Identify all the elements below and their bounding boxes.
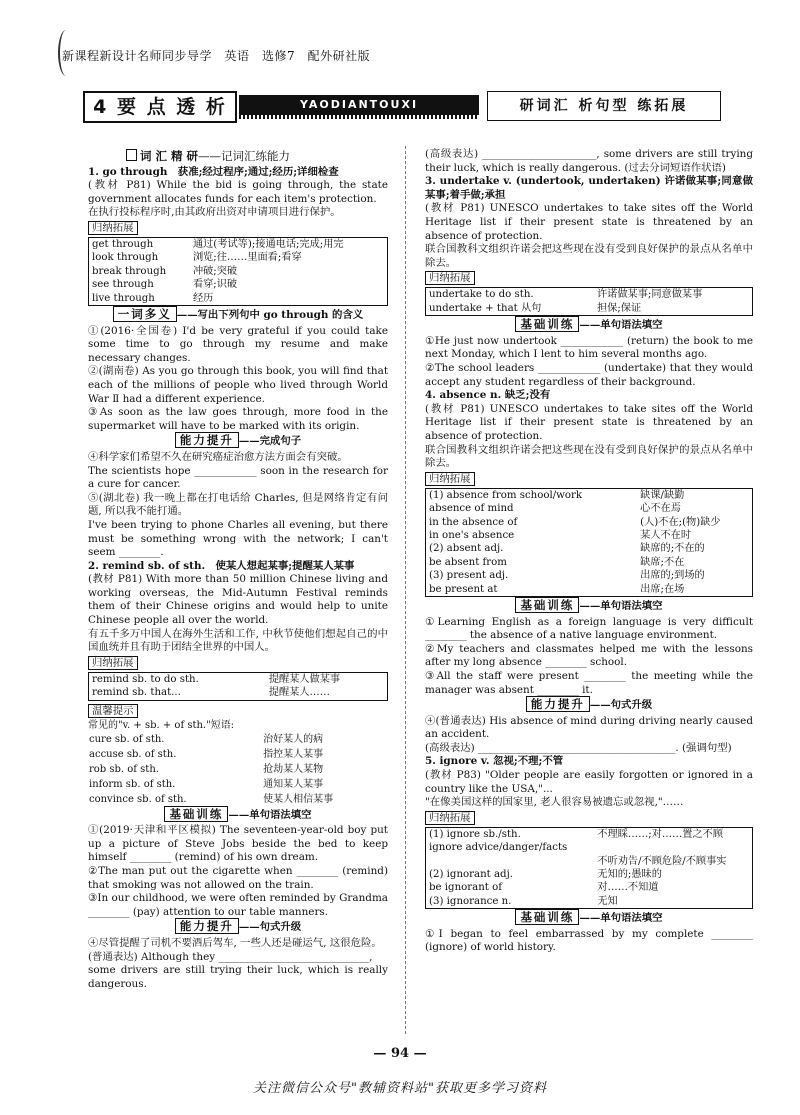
table-cell: cure sb. of sth.: [89, 733, 165, 745]
exercise-item: I've been trying to phone Charles all evening, but there must be something wrong with the network; I can't seem ________.: [88, 518, 388, 559]
subsection-sub: ——单句语法填空: [579, 319, 663, 332]
subsection-title: 基础训练: [164, 806, 228, 822]
table-cell: 提醒某人做某事: [268, 673, 341, 685]
entry-3-table: [425, 287, 753, 316]
subsection-title: 基础训练: [515, 316, 579, 332]
table-cell: 治好某人的病: [263, 733, 324, 745]
table-cell: (1) absence from school/work: [429, 489, 583, 501]
entry-4-table: [425, 488, 753, 597]
tip-tag: 温馨提示: [88, 704, 138, 718]
right-column: [425, 148, 753, 955]
banner-pinyin: YAODIANTOUXI: [239, 95, 479, 115]
table-cell: remind sb. that...: [92, 687, 181, 699]
entry-3-head: 3. undertake v. (undertook, undertaken) 许诺做某事;同意做某事;着手做;承担: [425, 175, 753, 201]
left-column: [88, 148, 388, 991]
exercise-item: (普通表达) Although they _____________________________,: [88, 950, 373, 963]
tip-table: [88, 732, 388, 807]
subsection-title: 基础训练: [515, 597, 579, 613]
table-row: [426, 488, 753, 502]
table-cell: [594, 841, 752, 854]
subsection-sub: ——写出下列句中 go through 的含义: [176, 309, 364, 321]
subsection-heading: [425, 698, 753, 713]
table-cell: inform sb. of sth.: [89, 778, 176, 790]
summary-tag: 归纳拓展: [425, 271, 475, 285]
table-row: [426, 569, 753, 582]
section-title-text: 词 汇 精 研: [140, 149, 199, 163]
section-subtitle: ——记词汇练能力: [198, 149, 291, 163]
exercise-item: ③All the staff were present ________ the meeting while the manager was absent ________ it.: [425, 669, 753, 696]
table-row: [426, 868, 753, 881]
summary-tag: 归纳拓展: [425, 472, 475, 486]
table-cell: [426, 855, 595, 868]
entry-2-head: 2. remind sb. of sth. 使某人想起某事;提醒某人某事: [88, 559, 355, 572]
table-cell: (2) absent adj.: [429, 543, 504, 555]
entry-2-example: (教材 P81) With more than 50 million Chinese living and working overseas, the Mid-Autumn Festival reminds them of their Chinese origins and would help to unite Chinese people all over the world.: [88, 573, 388, 627]
table-cell: 出席的;到场的: [640, 570, 705, 582]
table-cell: undertake + that 从句: [429, 302, 542, 314]
table-row: [426, 502, 753, 515]
table-row: [89, 672, 388, 686]
table-cell: (3) ignorance n.: [429, 895, 512, 907]
table-cell: look through: [92, 252, 159, 264]
vocab-section-title: [88, 149, 388, 164]
subsection-title: 能力提升: [175, 918, 239, 934]
exercise-item: ②The school leaders ____________ (undertake) that they would accept any student regardless of their background.: [425, 361, 753, 388]
table-row: [88, 732, 388, 747]
table-cell: 不听劝告/不顾危险/不顾事实: [597, 855, 727, 867]
entry-4-example: (教材 P81) UNESCO undertakes to take sites off the World Heritage list if their present state is threatened by an absence of protection.: [425, 402, 753, 442]
table-row: [426, 855, 753, 868]
subsection-title: 能力提升: [175, 432, 239, 448]
table-cell: (人)不在;(物)缺少: [640, 516, 721, 528]
subsection-heading: [88, 308, 388, 323]
table-cell: 抢劫某人某物: [263, 763, 324, 775]
table-cell: remind sb. to do sth.: [92, 673, 199, 685]
entry-1-example-cn: 在执行投标程序时,由其政府出资对申请项目进行保护。: [88, 206, 341, 219]
table-cell: break through: [92, 265, 167, 277]
subsection-heading: [425, 599, 753, 614]
table-row: [426, 288, 753, 302]
table-row: [426, 516, 753, 529]
table-cell: 使某人相信某事: [263, 793, 334, 805]
table-cell: 不理睬……;对……置之不顾: [597, 828, 724, 840]
table-cell: 缺课/缺勤: [640, 489, 685, 501]
entry-1-table: [88, 237, 388, 306]
table-cell: (1) ignore sb./sth.: [429, 828, 521, 840]
exercise-item: ⑤(湖北卷) 我一晚上都在打电话给 Charles, 但是网络肯定有问题, 所以我不能打通。: [88, 491, 388, 518]
banner-stripe: [239, 115, 479, 119]
table-cell: 出席;在场: [640, 583, 685, 595]
subsection-heading: [425, 911, 753, 926]
table-cell: 许诺做某事;同意做某事: [597, 289, 703, 301]
summary-tag: 归纳拓展: [425, 811, 475, 825]
table-row: [89, 278, 388, 291]
continued-text: (高级表达) ______________________, some drivers are still trying their luck, which is really dangerous. (过去分词短语作状语): [425, 148, 753, 174]
subsection-heading: [425, 318, 753, 333]
banner-subtitle: 研词汇 析句型 练拓展: [487, 91, 721, 121]
table-cell: 提醒某人……: [268, 687, 330, 699]
exercise-item: ②The man put out the cigarette when ________ (remind) that smoking was not allowed on the train.: [88, 865, 388, 891]
table-row: [426, 881, 753, 894]
exercise-item: ④(普通表达) His absence of mind during driving nearly caused an accident.: [425, 714, 753, 741]
exercise-item: (高级表达) ______________________________________. (强调句型): [425, 741, 732, 754]
entry-5-table: [425, 827, 753, 909]
table-row: [88, 747, 388, 762]
table-row: [426, 302, 753, 316]
entry-3-example-cn: 联合国教科文组织许诺会把这些现在没有受到良好保护的景点从名单中除去。: [425, 243, 753, 269]
table-cell: 通知某人某事: [263, 778, 324, 790]
table-cell: 冲破;突破: [192, 265, 238, 277]
table-cell: be ignorant of: [429, 882, 503, 894]
subsection-sub: ——完成句子: [238, 435, 302, 448]
book-icon: [126, 149, 137, 161]
subsection-title: 基础训练: [515, 909, 579, 925]
subsection-sub: ——单句语法填空: [579, 912, 663, 925]
column-divider: [405, 146, 406, 1034]
entry-5-example: (教材 P83) "Older people are easily forgotten or ignored in a country like the USA,"...: [425, 769, 753, 795]
table-cell: 通过(考试等);接通电话;完成;用完: [192, 238, 344, 250]
exercise-item: ①Learning English as a foreign language is very difficult ________ the absence of a native language environment.: [425, 615, 753, 642]
table-row: [426, 841, 753, 854]
table-cell: 经历: [192, 292, 214, 304]
entry-1-example: (教材 P81) While the bid is going through, the state government allocates funds for each item's protection.: [88, 179, 388, 205]
table-cell: see through: [92, 279, 154, 291]
subsection-sub: ——句式升级: [589, 699, 653, 712]
subsection-heading: [88, 808, 388, 823]
subsection-title: 能力提升: [526, 696, 590, 712]
table-row: [88, 777, 388, 792]
entry-2-example-cn: 有五千多万中国人在海外生活和工作, 中秋节使他们想起自己的中国血统并且有助于团结全世界的中国人。: [88, 627, 388, 654]
subsection-heading: [88, 434, 388, 449]
exercise-item: ①(2019·天津和平区模拟) The seventeen-year-old boy put up a picture of Steve Jobs beside the bed to keep himself ________ (remind) of his own dream.: [88, 824, 388, 864]
table-cell: absence of mind: [429, 503, 514, 515]
table-row: [89, 237, 388, 251]
subsection-sub: ——单句语法填空: [579, 599, 663, 612]
subsection-title: 一词多义: [113, 306, 177, 322]
footer-text: 关注微信公众号"教辅资料站"获取更多学习资料: [253, 1081, 547, 1096]
entry-5-head: 5. ignore v. 忽视;不理;不管: [425, 755, 564, 768]
subsection-sub: ——单句语法填空: [228, 808, 312, 821]
exercise-item: ③In our childhood, we were often reminded by Grandma ________ (pay) attention to our table manners.: [88, 892, 388, 918]
tip-text: 常见的"v. + sb. + of sth."短语:: [88, 719, 235, 731]
subsection-sub: ——句式升级: [238, 921, 302, 934]
table-cell: 指控某人某事: [263, 748, 324, 760]
table-row: [88, 762, 388, 777]
exercise-item: ④科学家们希望不久在研究癌症治愈方法方面会有突破。: [88, 450, 348, 463]
table-cell: live through: [92, 292, 155, 304]
table-cell: 缺席的;不在的: [640, 543, 705, 555]
table-row: [89, 292, 388, 306]
table-cell: convince sb. of sth.: [89, 793, 187, 805]
page-number: — 94 —: [373, 1046, 427, 1061]
running-header: 新课程新设计名师同步导学 英语 选修7 配外研社版: [62, 49, 371, 63]
table-row: [426, 556, 753, 569]
table-row: [426, 529, 753, 542]
banner-title: 4 要 点 透 析: [83, 91, 237, 123]
entry-1-head: 1. go through 获准;经过程序;通过;经历;详细检查: [88, 165, 339, 178]
exercise-item: ①I began to feel embarrassed by my complete ________ (ignore) of world history.: [425, 927, 753, 954]
table-cell: in one's absence: [429, 529, 515, 541]
table-cell: ignore advice/danger/facts: [429, 842, 568, 854]
table-cell: (2) ignorant adj.: [429, 869, 513, 881]
table-cell: be present at: [429, 583, 498, 595]
entry-4-head: 4. absence n. 缺乏;没有: [425, 389, 551, 402]
exercise-item: The scientists hope ____________ soon in the research for a cure for cancer.: [88, 464, 388, 491]
entry-4-example-cn: 联合国教科文组织许诺会把这些现在没有受到良好保护的景点从名单中除去。: [425, 443, 753, 470]
table-cell: 对……不知道: [597, 882, 659, 894]
exercise-item: ④尽管提醒了司机不要酒后驾车, 一些人还是碰运气, 这很危险。: [88, 937, 382, 949]
entry-5-example-cn: "在像美国这样的国家里, 老人很容易被遗忘或忽视,"……: [425, 796, 684, 809]
table-row: [426, 827, 753, 841]
table-cell: 无知: [597, 895, 618, 907]
table-cell: (3) present adj.: [429, 570, 509, 582]
entry-2-table: [88, 672, 388, 701]
table-row: [426, 583, 753, 597]
exercise-item: ②(湖南卷) As you go through this book, you will find that each of the millions of people who lived through World War Ⅱ had a different experience.: [88, 365, 388, 405]
summary-tag: 归纳拓展: [88, 656, 138, 670]
table-cell: 无知的;愚昧的: [597, 869, 662, 881]
exercise-item: ①He just now undertook ____________ (return) the book to me next Monday, which I lent to him several months ago.: [425, 334, 753, 361]
table-row: [88, 792, 388, 807]
exercise-item: ③As soon as the law goes through, more food in the supermarket will have to be marked with its origin.: [88, 406, 388, 432]
table-cell: in the absence of: [429, 516, 518, 528]
exercise-item: ①(2016·全国卷) I'd be very grateful if you could take some time to go through my resume and make necessary changes.: [88, 324, 388, 364]
table-row: [89, 251, 388, 264]
table-cell: be absent from: [429, 556, 507, 568]
exercise-item: some drivers are still trying their luck, which is really dangerous.: [88, 964, 388, 990]
table-row: [426, 895, 753, 909]
table-cell: 担保;保证: [597, 302, 642, 314]
table-cell: 看穿;识破: [192, 279, 238, 291]
section-banner: [83, 91, 719, 121]
summary-tag: 归纳拓展: [88, 221, 138, 235]
table-row: [426, 542, 753, 555]
table-cell: 浏览;往……里面看;看穿: [192, 252, 302, 264]
table-cell: 某人不在时: [640, 529, 692, 541]
table-cell: 心不在焉: [640, 503, 681, 515]
table-row: [89, 686, 388, 700]
table-cell: rob sb. of sth.: [89, 763, 159, 775]
table-cell: accuse sb. of sth.: [89, 748, 177, 760]
table-cell: get through: [92, 238, 154, 250]
table-cell: undertake to do sth.: [429, 289, 534, 301]
subsection-heading: [88, 920, 388, 935]
table-row: [89, 265, 388, 278]
table-cell: 缺席;不在: [640, 556, 685, 568]
entry-3-example: (教材 P81) UNESCO undertakes to take sites off the World Heritage list if their present state is threatened by an absence of protection.: [425, 202, 753, 242]
exercise-item: ②My teachers and classmates helped me with the lessons after my long absence ________ school.: [425, 642, 753, 669]
